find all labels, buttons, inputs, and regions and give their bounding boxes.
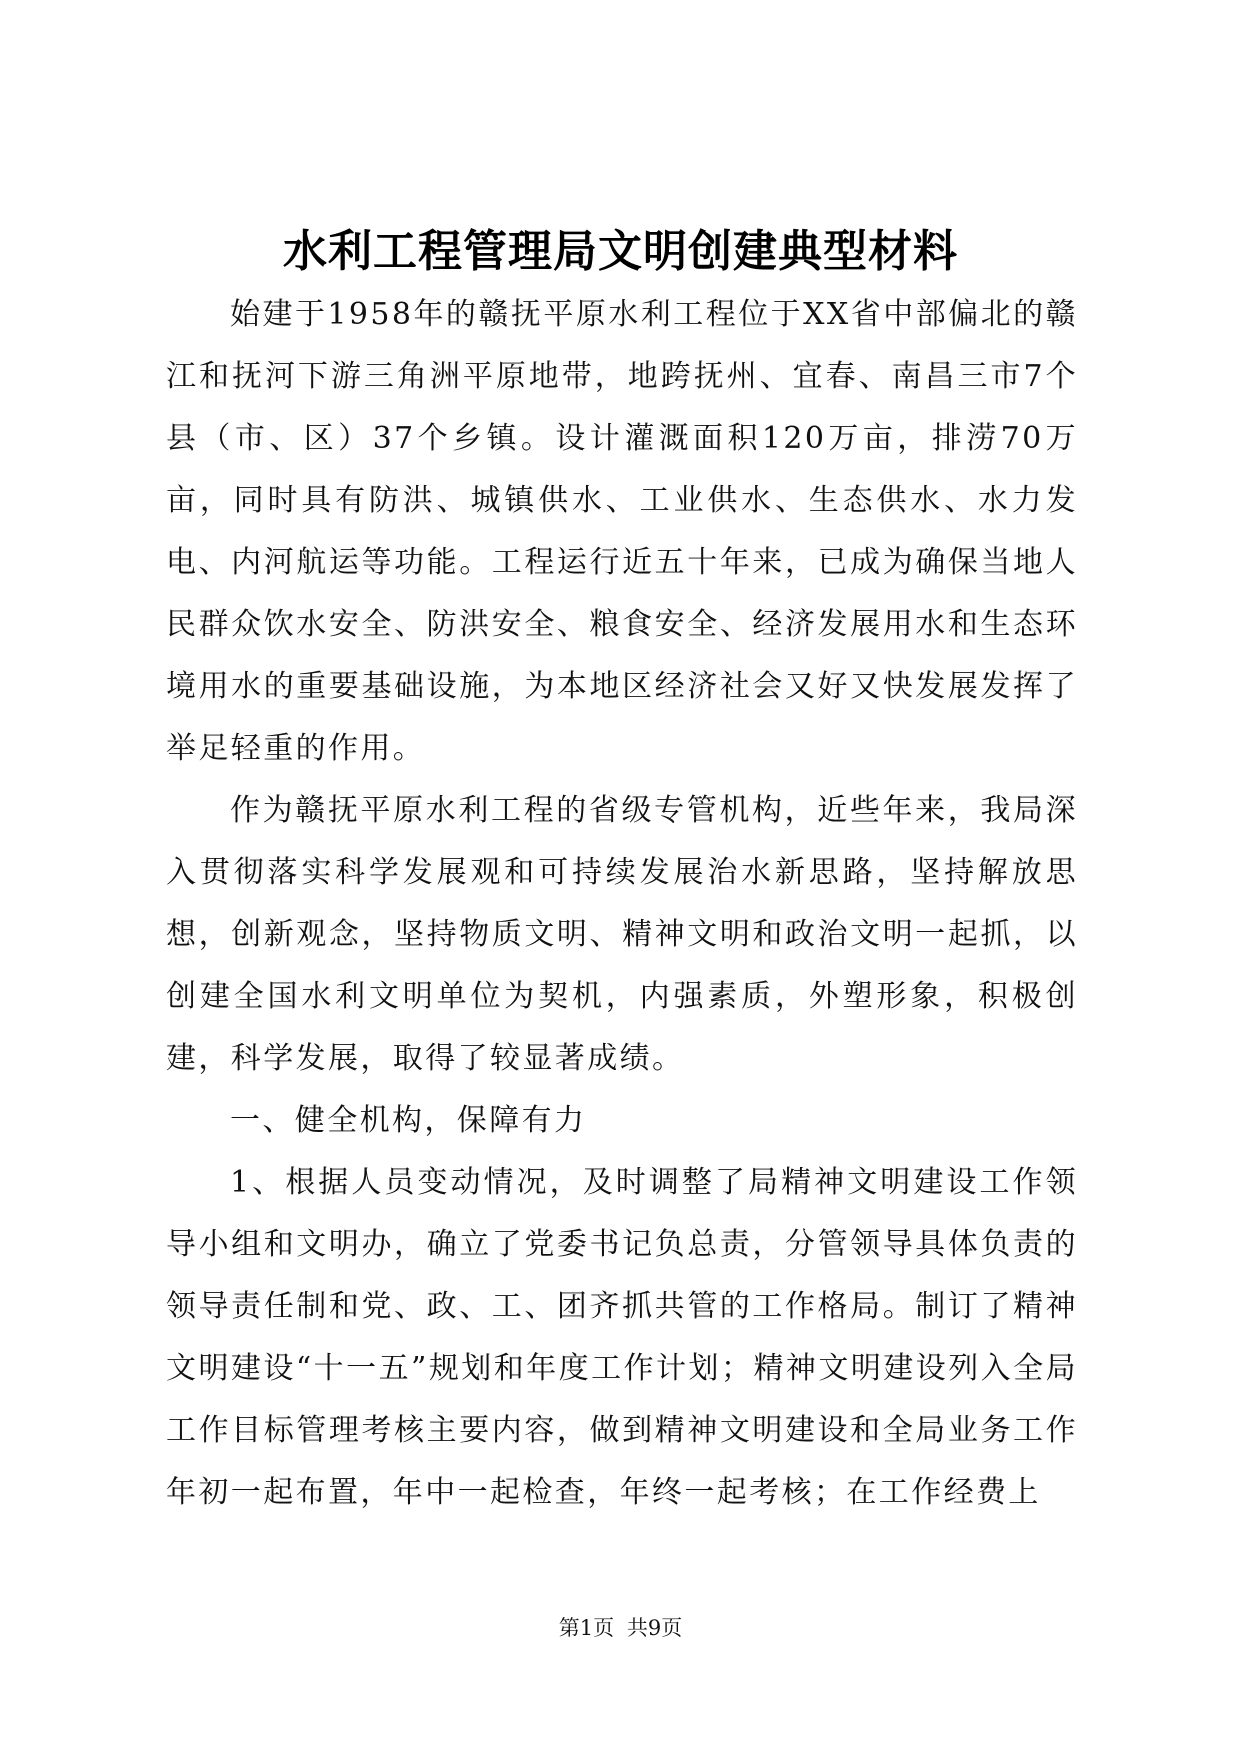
page-total: 共9页	[626, 1616, 683, 1640]
page-number: 第1页	[558, 1616, 615, 1640]
paragraph-item-1: 1、根据人员变动情况，及时调整了局精神文明建设工作领导小组和文明办，确立了党委书记负总责，分管领导具体负责的领导责任制和党、政、工、团齐抓共管的工作格局。制订了精神文明建设“十一五”规划和年度工作计划；精神文明建设列入全局工作目标管理考核主要内容，做到精神文明建设和全局业务工作年初一起布置，年中一起检查，年终一起考核；在工作经费上	[166, 1165, 1078, 1510]
paragraph-intro: 始建于1958年的赣抚平原水利工程位于XX省中部偏北的赣江和抚河下游三角洲平原地带，地跨抚州、宜春、南昌三市7个县（市、区）37个乡镇。设计灌溉面积120万亩，排涝70万亩，同时具有防洪、城镇供水、工业供水、生态供水、水力发电、内河航运等功能。工程运行近五十年来，已成为确保当地人民群众饮水安全、防洪安全、粮食安全、经济发展用水和生态环境用水的重要基础设施，为本地区经济社会又好又快发展发挥了举足轻重的作用。	[166, 297, 1078, 766]
section-heading: 一、健全机构，保障有力	[230, 1103, 587, 1138]
paragraph-overview: 作为赣抚平原水利工程的省级专管机构，近些年来，我局深入贯彻落实科学发展观和可持续发展治水新思路，坚持解放思想，创新观念，坚持物质文明、精神文明和政治文明一起抓，以创建全国水利文明单位为契机，内强素质，外塑形象，积极创建，科学发展，取得了较显著成绩。	[166, 793, 1078, 1076]
document-title: 水利工程管理局文明创建典型材料	[283, 226, 958, 277]
page-footer	[0, 1614, 1241, 1642]
document-body	[166, 284, 1078, 1524]
